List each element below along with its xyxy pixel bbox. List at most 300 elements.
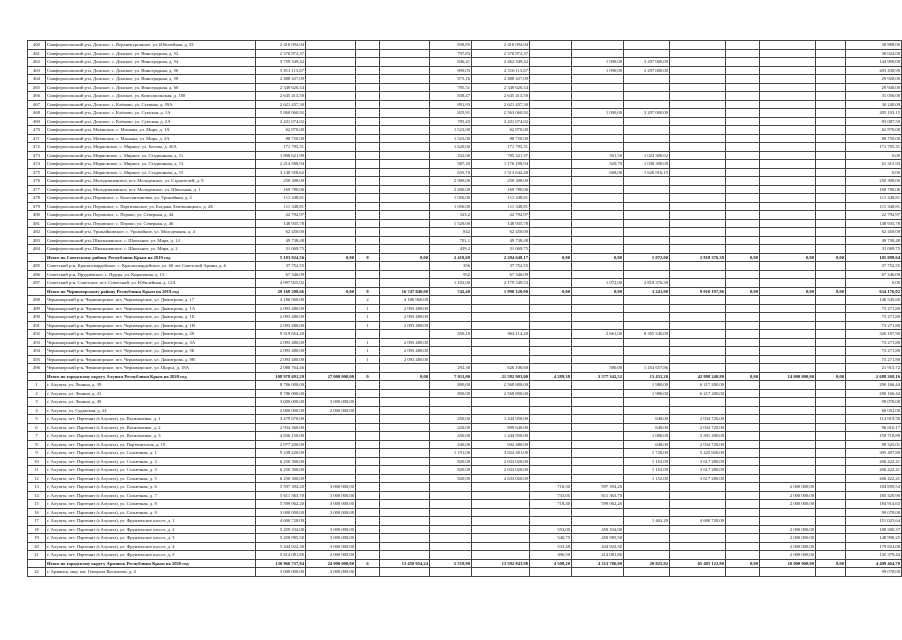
value-cell: [356, 381, 380, 390]
value-cell: 2 034 720,00: [670, 423, 726, 432]
address-cell: Симферопольский р-н, Перовское, с. Константиновка, ул. Урожайная, д. 2: [46, 194, 256, 203]
value-cell: [624, 500, 670, 509]
value-cell: [726, 542, 760, 551]
total-label-cell: Итого по Черноморскому району Республики Крым на 2019 год: [46, 287, 256, 296]
value-cell: [670, 211, 726, 220]
value-cell: 668,00: [572, 168, 624, 177]
value-cell: [572, 117, 624, 126]
value-cell: 49 738,48: [256, 236, 306, 245]
value-cell: [530, 134, 572, 143]
value-cell: [726, 432, 760, 441]
value-cell: 206 422,41: [846, 457, 902, 466]
value-cell: 3 000 000,00: [306, 491, 356, 500]
value-cell: 2 000 000,00: [256, 406, 306, 415]
value-cell: 62 870,00: [472, 126, 530, 135]
row-number-cell: 13: [28, 483, 46, 492]
value-cell: [760, 228, 816, 237]
table-row: [28, 202, 902, 211]
value-cell: [760, 508, 816, 517]
value-cell: [356, 330, 380, 339]
value-cell: [760, 321, 816, 330]
value-cell: 9 239 220,00: [256, 449, 306, 458]
value-cell: [306, 49, 356, 58]
value-cell: [624, 126, 670, 135]
value-cell: [624, 534, 670, 543]
value-cell: [430, 321, 472, 330]
value-cell: 250 308,00: [472, 177, 530, 186]
value-cell: 3 140 558,62: [256, 168, 306, 177]
value-cell: [624, 262, 670, 271]
value-cell: [624, 568, 670, 577]
value-cell: 3 000 000,00: [306, 534, 356, 543]
value-cell: [670, 321, 726, 330]
value-cell: [530, 398, 572, 407]
value-cell: [306, 75, 356, 84]
table-row: [28, 347, 902, 356]
value-cell: [356, 508, 380, 517]
value-cell: [670, 406, 726, 415]
value-cell: [530, 211, 572, 220]
value-cell: 2 516 113,67: [472, 66, 530, 75]
value-cell: [572, 202, 624, 211]
value-cell: 49 738,48: [472, 236, 530, 245]
value-cell: 326 187,90: [846, 330, 902, 339]
value-cell: [670, 41, 726, 50]
value-cell: [760, 66, 816, 75]
value-cell: [430, 338, 472, 347]
value-cell: 701,1: [430, 236, 472, 245]
value-cell: [530, 151, 572, 160]
value-cell: 5 611 363,70: [256, 491, 306, 500]
value-cell: [356, 440, 380, 449]
value-cell: 1: [356, 304, 380, 313]
address-cell: Черноморский р-н, Черноморское, пгт. Черноморское, ул. Димитрова, д. 1В: [46, 321, 256, 330]
value-cell: 1 072,00: [624, 253, 670, 262]
value-cell: 2 416 094,94: [472, 41, 530, 50]
value-cell: 716,30: [530, 483, 572, 492]
value-cell: [430, 491, 472, 500]
row-number-cell: 483: [28, 236, 46, 245]
value-cell: [816, 440, 846, 449]
value-cell: 3 000 000,00: [306, 500, 356, 509]
value-cell: [816, 151, 846, 160]
value-cell: 5 759 349,42: [256, 58, 306, 67]
value-cell: [306, 160, 356, 169]
value-cell: 942 480,00: [472, 440, 530, 449]
value-cell: 37 752,55: [846, 262, 902, 271]
value-cell: [816, 126, 846, 135]
value-cell: [816, 296, 846, 305]
value-cell: 3 000 000,00: [256, 568, 306, 577]
value-cell: [380, 525, 430, 534]
value-cell: 2 621 437,30: [472, 100, 530, 109]
value-cell: [726, 423, 760, 432]
row-number-cell: 4: [28, 406, 46, 415]
value-cell: [670, 355, 726, 364]
value-cell: [816, 160, 846, 169]
value-cell: [816, 321, 846, 330]
value-cell: [530, 100, 572, 109]
value-cell: [306, 228, 356, 237]
value-cell: 5 444 922,30: [256, 542, 306, 551]
value-cell: 533,48: [530, 542, 572, 551]
value-cell: 31 069,75: [256, 245, 306, 254]
value-cell: [760, 143, 816, 152]
value-cell: 7 011,00: [430, 372, 472, 381]
total-label-cell: Итого по городскому округу Алушта Республики Крым на 2020 год: [46, 372, 256, 381]
value-cell: [670, 143, 726, 152]
value-cell: 2 080 764,46: [256, 364, 306, 373]
value-cell: 2 621 437,30: [256, 100, 306, 109]
value-cell: 2 093 480,00: [256, 321, 306, 330]
value-cell: 785,51: [430, 83, 472, 92]
value-cell: [624, 236, 670, 245]
value-cell: 73 271,80: [846, 338, 902, 347]
value-cell: 0,00: [760, 287, 816, 296]
value-cell: [726, 449, 760, 458]
value-cell: [530, 381, 572, 390]
value-cell: [380, 330, 430, 339]
value-cell: [816, 466, 846, 475]
value-cell: [572, 270, 624, 279]
value-cell: 3 297 000,00: [624, 109, 670, 118]
value-cell: 30 024,00: [846, 49, 902, 58]
value-cell: [356, 525, 380, 534]
value-cell: [624, 100, 670, 109]
value-cell: [306, 474, 356, 483]
value-cell: [430, 508, 472, 517]
value-cell: [726, 347, 760, 356]
value-cell: 952: [430, 270, 472, 279]
value-cell: 1 056,00: [430, 194, 472, 203]
value-cell: [726, 160, 760, 169]
value-cell: [816, 491, 846, 500]
value-cell: 8 355 540,00: [624, 330, 670, 339]
value-cell: [472, 406, 530, 415]
value-cell: [624, 41, 670, 50]
value-cell: [726, 194, 760, 203]
value-cell: 180 300,37: [846, 525, 902, 534]
value-cell: 9 319 654,20: [256, 330, 306, 339]
value-cell: [760, 338, 816, 347]
value-cell: [670, 364, 726, 373]
value-cell: [816, 177, 846, 186]
value-cell: 169 780,06: [846, 185, 902, 194]
value-cell: 6 217 200,00: [670, 381, 726, 390]
table-row: [28, 160, 902, 169]
value-cell: [356, 100, 380, 109]
address-cell: Симферопольский р-н, Урожайновское, с. Урожайное, ул. Молодежная, д. 4: [46, 228, 256, 237]
table-row: [28, 389, 902, 398]
value-cell: [670, 219, 726, 228]
row-number-cell: 12: [28, 474, 46, 483]
value-cell: [670, 75, 726, 84]
value-cell: [670, 534, 726, 543]
table-row: [28, 75, 902, 84]
value-cell: 6 250 300,00: [256, 474, 306, 483]
value-cell: [356, 228, 380, 237]
value-cell: 2 179 549,53: [472, 279, 530, 288]
value-cell: [816, 483, 846, 492]
address-cell: Черноморский р-н, Черноморское, пгт. Черноморское, ул. Димитрова, д. 20: [46, 330, 256, 339]
value-cell: [306, 330, 356, 339]
address-cell: г. Алушта, пгт. Партенит (г.Алушта), ул. Фрунзенское шоссе, д. 3: [46, 534, 256, 543]
value-cell: [670, 66, 726, 75]
value-cell: [356, 270, 380, 279]
value-cell: [572, 466, 624, 475]
value-cell: [356, 194, 380, 203]
value-cell: [530, 219, 572, 228]
value-cell: [760, 296, 816, 305]
value-cell: [306, 279, 356, 288]
value-cell: [816, 143, 846, 152]
table-row: [28, 423, 902, 432]
table-row: [28, 542, 902, 551]
value-cell: 2 000 000,00: [760, 551, 816, 560]
value-cell: [816, 500, 846, 509]
value-cell: [356, 534, 380, 543]
value-cell: 4 508,20: [530, 559, 572, 568]
value-cell: 96 910,17: [846, 423, 902, 432]
row-number-cell: 18: [28, 525, 46, 534]
value-cell: [380, 143, 430, 152]
table-row: [28, 398, 902, 407]
value-cell: [726, 66, 760, 75]
value-cell: 5 425 920,00: [670, 449, 726, 458]
value-cell: [726, 126, 760, 135]
value-cell: 450,00: [430, 415, 472, 424]
value-cell: [356, 41, 380, 50]
value-cell: 250 308,00: [846, 177, 902, 186]
value-cell: [624, 92, 670, 101]
row-number-cell: 9: [28, 449, 46, 458]
table-row: [28, 143, 902, 152]
row-number-cell: 1: [28, 381, 46, 390]
value-cell: 1 080,00: [624, 432, 670, 441]
value-cell: [816, 41, 846, 50]
value-cell: [760, 245, 816, 254]
row-number-cell: 492: [28, 330, 46, 339]
value-cell: 320,70: [572, 160, 624, 169]
value-cell: 2 370 872,37: [256, 49, 306, 58]
value-cell: 3 824 301,00: [472, 449, 530, 458]
address-cell: Черноморский р-н, Черноморское, пгт. Черноморское, ул. Димитрова, д. 1А: [46, 304, 256, 313]
value-cell: 3 000 000,00: [306, 508, 356, 517]
value-cell: 6: [356, 559, 380, 568]
value-cell: 2 093 480,00: [380, 313, 430, 322]
value-cell: [356, 160, 380, 169]
value-cell: 4 186 960,00: [256, 296, 306, 305]
value-cell: 4 600 728,00: [670, 517, 726, 526]
value-cell: [572, 517, 624, 526]
value-cell: 1 444 950,00: [472, 432, 530, 441]
value-cell: [572, 49, 624, 58]
table-row: [28, 83, 902, 92]
value-cell: [816, 83, 846, 92]
value-cell: [530, 423, 572, 432]
value-cell: [726, 440, 760, 449]
value-cell: [380, 83, 430, 92]
value-cell: [380, 66, 430, 75]
value-cell: 2 488 437,09: [472, 75, 530, 84]
value-cell: [726, 551, 760, 560]
value-cell: 0,00: [816, 372, 846, 381]
value-cell: [472, 491, 530, 500]
value-cell: [380, 262, 430, 271]
value-cell: [306, 296, 356, 305]
value-cell: 440,00: [430, 440, 472, 449]
value-cell: 2 568 800,00: [472, 389, 530, 398]
value-cell: [624, 321, 670, 330]
value-cell: [670, 109, 726, 118]
value-cell: [306, 117, 356, 126]
value-cell: [816, 185, 846, 194]
value-cell: 2 488 437,09: [256, 75, 306, 84]
value-cell: [760, 440, 816, 449]
value-cell: [356, 83, 380, 92]
value-cell: 5 599 062,20: [256, 500, 306, 509]
row-number-cell: 488: [28, 296, 46, 305]
value-cell: [306, 270, 356, 279]
value-cell: [816, 168, 846, 177]
value-cell: [760, 415, 816, 424]
register-table: [27, 40, 902, 577]
value-cell: [670, 347, 726, 356]
value-cell: 323,2: [430, 211, 472, 220]
row-number-cell: 475: [28, 168, 46, 177]
value-cell: [572, 389, 624, 398]
value-cell: [380, 185, 430, 194]
value-cell: 2 000 000,00: [306, 551, 356, 560]
value-cell: [816, 279, 846, 288]
value-cell: 648,00: [624, 415, 670, 424]
value-cell: [380, 432, 430, 441]
value-cell: [572, 449, 624, 458]
value-cell: 99 078,00: [846, 398, 902, 407]
address-cell: Симферопольский р-н, Донское, с. Клёново, ул. Степная, д. 59А: [46, 100, 256, 109]
value-cell: [306, 92, 356, 101]
value-cell: 20 825,82: [624, 559, 670, 568]
table-row: [28, 41, 902, 50]
value-cell: [356, 466, 380, 475]
value-cell: [816, 449, 846, 458]
value-cell: [624, 542, 670, 551]
value-cell: 3 000 000,00: [256, 508, 306, 517]
value-cell: [624, 304, 670, 313]
value-cell: 2 645 413,50: [256, 92, 306, 101]
value-cell: [670, 202, 726, 211]
value-cell: [530, 406, 572, 415]
value-cell: 0,00: [846, 151, 902, 160]
value-cell: 634 176,02: [846, 287, 902, 296]
value-cell: [472, 321, 530, 330]
value-cell: [306, 381, 356, 390]
table-row: [28, 270, 902, 279]
value-cell: 22 792,97: [256, 211, 306, 220]
value-cell: 13 458 954,24: [380, 559, 430, 568]
value-cell: [356, 109, 380, 118]
value-cell: [572, 228, 624, 237]
value-cell: [572, 245, 624, 254]
value-cell: 1 102,00: [430, 279, 472, 288]
value-cell: [306, 143, 356, 152]
value-cell: [380, 534, 430, 543]
value-cell: [624, 313, 670, 322]
value-cell: [306, 202, 356, 211]
value-cell: 111 348,81: [472, 194, 530, 203]
value-cell: 1 090,00: [572, 109, 624, 118]
value-cell: 145 379,44: [846, 551, 902, 560]
value-cell: [530, 228, 572, 237]
value-cell: [306, 58, 356, 67]
table-row: [28, 228, 902, 237]
value-cell: 842: [430, 228, 472, 237]
value-cell: 30 888,00: [846, 41, 902, 50]
value-cell: 8: [356, 287, 380, 296]
value-cell: 3 000 000,00: [306, 568, 356, 577]
value-cell: 800,00: [430, 389, 472, 398]
value-cell: [670, 100, 726, 109]
table-total-row: [28, 287, 902, 296]
value-cell: 203 438,90: [846, 66, 902, 75]
row-number-cell: 20: [28, 542, 46, 551]
value-cell: [430, 551, 472, 560]
value-cell: [624, 143, 670, 152]
value-cell: [760, 466, 816, 475]
table-row: [28, 466, 902, 475]
value-cell: [472, 296, 530, 305]
value-cell: 540,75: [530, 534, 572, 543]
value-cell: [726, 100, 760, 109]
value-cell: [816, 202, 846, 211]
row-number-cell: 494: [28, 347, 46, 356]
address-cell: Симферопольский р-н, Перовское, с. Перово, ул. Северная, д. 46: [46, 219, 256, 228]
address-cell: г. Алушта, пгт. Партенит (г.Алушта), ул. Солнечная, д. 3: [46, 466, 256, 475]
table-total-row: [28, 559, 902, 568]
value-cell: 2 900,00: [430, 177, 472, 186]
value-cell: [572, 262, 624, 271]
address-cell: г. Алушта, пгт. Партенит (г.Алушта), ул. Солнечная, д. 1: [46, 449, 256, 458]
value-cell: [726, 398, 760, 407]
value-cell: [726, 270, 760, 279]
value-cell: 964 114,20: [472, 330, 530, 339]
value-cell: [760, 49, 816, 58]
value-cell: [380, 279, 430, 288]
value-cell: [572, 143, 624, 152]
value-cell: [670, 245, 726, 254]
value-cell: [816, 347, 846, 356]
value-cell: [670, 126, 726, 135]
value-cell: [760, 194, 816, 203]
table-row: [28, 517, 902, 526]
address-cell: Симферопольский р-н, Донское, с. Донское, ул. Виноградная, д. 52: [46, 49, 256, 58]
value-cell: [306, 364, 356, 373]
value-cell: 146 545,60: [846, 296, 902, 305]
table-row: [28, 491, 902, 500]
value-cell: [430, 542, 472, 551]
table-row: [28, 364, 902, 373]
value-cell: [472, 508, 530, 517]
value-cell: 2 349 626,54: [472, 83, 530, 92]
value-cell: 31 069,75: [846, 245, 902, 254]
table-row: [28, 415, 902, 424]
value-cell: [760, 398, 816, 407]
value-cell: [306, 321, 356, 330]
value-cell: [670, 58, 726, 67]
value-cell: 6 250 300,00: [256, 466, 306, 475]
value-cell: [816, 551, 846, 560]
value-cell: 1 152,00: [624, 466, 670, 475]
